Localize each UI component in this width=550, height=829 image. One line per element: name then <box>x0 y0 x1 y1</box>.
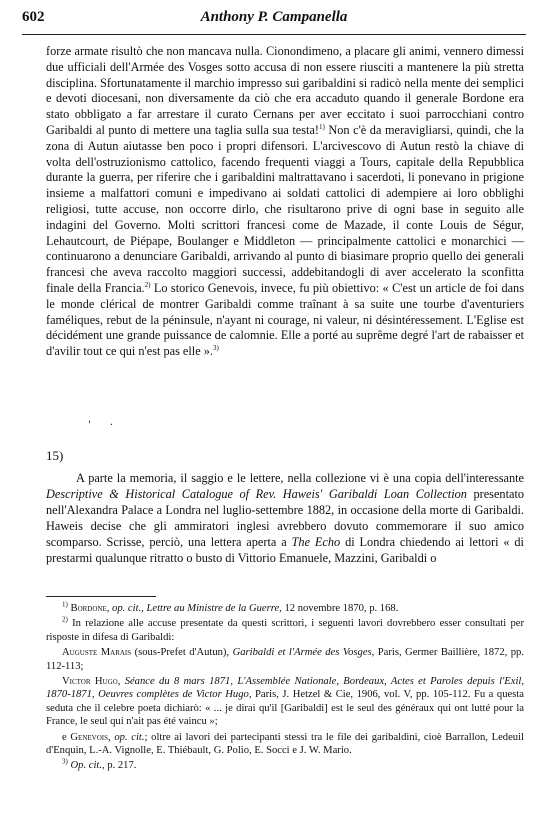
work-title: Lettre au Ministre de la Guerre <box>146 603 280 614</box>
footnote-marker: 1) <box>62 600 68 609</box>
text-run: e <box>62 731 71 743</box>
work-title: Séance du 8 mars 1871, L'Assemblée Nationale, Bordeaux, Actes et Paroles depuis l'Exil, 1870-1871, Oeuvres complètes de Victor Hugo <box>46 676 524 701</box>
footnote-rule <box>46 596 156 597</box>
work-title: Garibaldi et l'Armée des Vosges <box>232 647 372 659</box>
text-run: Non c'è da meravigliarsi, quindi, che la zona di Autun aiutasse ben poco i propri difensori. L'arcivescovo di Autun restò la chiave di volta dell'ostruzionismo cattolico, facendo frequenti viaggi a Tours, capitale della Repubblica durante la guerra, per riferire che i garibaldini maltrattavano i sacerdoti, li ponevano in prigione insieme a malfattori comuni e impedivano ai soldati cattolici di adempiere ai loro obblighi religiosi, tutte accuse, non occorre dirlo, che risultarono prive di ogni base in seguito alle indagini del Governo. Molti scrittori francesi come de Mazade, il conte Louis de Ségur, Lehautcourt, de Piépape, Boulanger e Middleton — principalmente cattolici e monarchici — continuarono a denunciare Garibaldi, arrivando al punto di biasimare proprio quello dei generali francesi che aveva raccolto maggiori successi, addebitandogli di aver accelerato la sconfitta finale della Francia. <box>46 122 524 295</box>
footnote-3 <box>46 759 524 772</box>
body-paragraph-2 <box>46 471 524 566</box>
newspaper-title: The Echo <box>291 534 341 549</box>
footnote-ref: 2) <box>144 280 151 289</box>
text-run: , p. 217. <box>101 760 137 772</box>
page-number: 602 <box>22 9 45 25</box>
footnote-2-ref-c <box>46 731 524 758</box>
text-run: presentato nell'Alexandra Palace a Londra nel luglio-settembre 1882, in occasione della morte di Garibaldi. Haweis decise che gli ammiratori inglesi avrebbero dovuto commemorare il suo amico scomparso. Scrisse, perciò, una lettera aperta a <box>46 486 525 549</box>
paragraph <box>46 44 524 360</box>
footnote-ref: 3) <box>212 344 219 353</box>
running-head: Anthony P. Campanella <box>200 9 348 25</box>
citation: , op. cit. <box>108 731 145 743</box>
body-paragraph-1 <box>46 44 524 360</box>
text-run: , 12 novembre 1870, p. 168. <box>279 603 399 614</box>
text-run: forze armate risultò che non mancava nulla. Cionondimeno, a placare gli animi, vennero dimessi due ufficiali dell'Armée des Vosges sotto accusa di non essere riusciti a mantenere la più stretta disciplina. Sfortunatamente il marchio impresso sui garibaldini si radicò nella mente dei semplici e devoti diocesani, non diversamente da ciò che era accaduto quando il generale Bordone era stato obbligato a far arrestare il curato Cernans per aver eccitato i suoi parrocchiani contro Garibaldi al punto di mettere una taglia sulla sua testa! <box>46 44 524 137</box>
stray-marks: ' · <box>88 420 122 431</box>
footnote-marker: 3) <box>62 757 68 766</box>
author: Genevois <box>70 731 108 743</box>
page-header <box>22 8 526 35</box>
footnote-ref: 1) <box>319 122 325 131</box>
catalogue-title: Descriptive & Historical Catalogue of Rev. Haweis' Garibaldi Loan Collection <box>46 486 467 501</box>
author: Victor Hugo <box>62 676 118 688</box>
text-run: , <box>117 676 125 688</box>
text-run: In relazione alle accuse presentate da questi scrittori, i seguenti lavori dovrebbero esser consultati per risposte in difesa di Garibaldi: <box>46 618 525 643</box>
footnote-1 <box>46 602 524 615</box>
citation: Op. cit. <box>70 760 102 772</box>
author: Bordone <box>70 603 107 614</box>
footnote-2 <box>46 617 524 644</box>
text-run: A parte la memoria, il saggio e le lettere, nella collezione vi è una copia dell'interessante <box>76 471 524 485</box>
text-run: , Paris, J. Hetzel & Cie, 1906, vol. V, pp. 105-112. Fu a questa seduta che il celebre poeta dichiarò: « ... je dirai qu'il [Garibaldi] est le seul des généraux qui ont lutté pour la France, le seul qui n'ait pas été vaincu »; <box>46 689 524 728</box>
section-number: 15) <box>46 448 64 463</box>
text-run: di Londra chiedendo ai lettori « di prestarmi qualunque ritratto o busto di Vittorio Emanuele, Mazzini, Garibaldi o <box>46 534 524 565</box>
text-run: , Paris, Germer Baillière, 1872, pp. 112-113; <box>46 647 524 672</box>
paragraph <box>46 471 524 566</box>
footnote-marker: 2) <box>62 615 68 624</box>
author: Auguste Marais <box>62 647 132 659</box>
footnote-2-ref-b <box>46 675 524 729</box>
text-run: Lo storico Genevois, invece, fu più obiettivo: « C'est un article de foi dans le monde clérical de montrer Garibaldi comme traînant à sa suite une tourbe d'aventuriers faméliques, rebut de la péninsule, n'ayant ni courage, ni valeur, ni désintéressement. L'Eglise est décidément une grande puissance de calomnie. Elle a porté au suprême degré l'art de rabaisser et d'avilir tout ce qui n'est pas elle ». <box>46 280 524 359</box>
text-run: ; oltre ai lavori dei partecipanti stessi tra le file dei garibaldini, cioè Barrallon, Ledeuil d'Enquin, L.-A. Vignolle, E. Thiébault, G. Polio, E. Socci e J. W. Mario. <box>46 731 524 757</box>
footnotes <box>46 602 524 775</box>
citation: , op. cit., <box>106 603 147 614</box>
footnote-2-ref-a <box>46 646 524 673</box>
text-run: (sous-Prefet d'Autun), <box>131 647 233 659</box>
